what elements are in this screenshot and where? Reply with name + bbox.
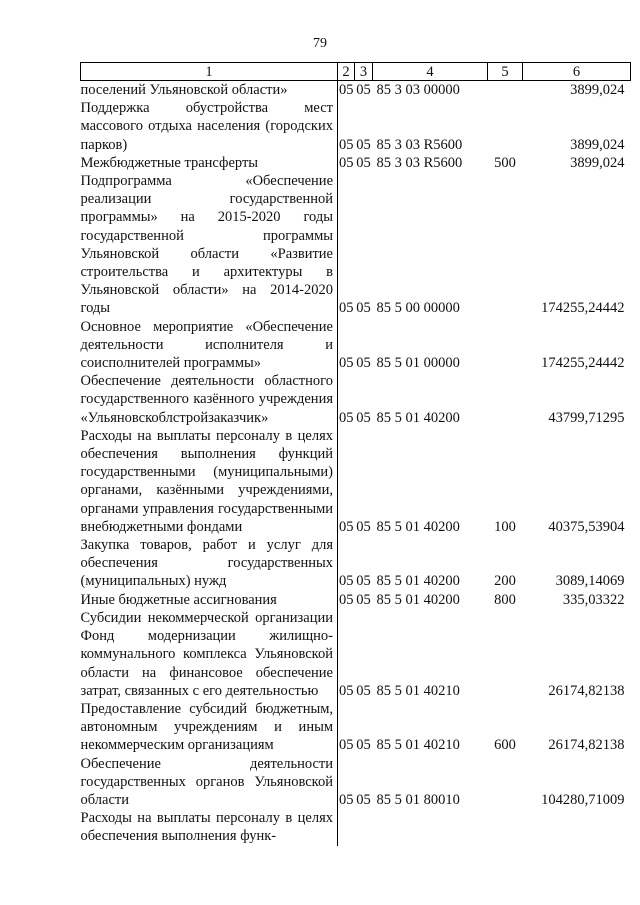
row-section: 05: [339, 591, 354, 608]
row-amount: 3089,14069: [555, 573, 625, 590]
row-target-code: 85 5 01 40200: [376, 409, 460, 426]
header-col-6: 6: [523, 63, 631, 81]
row-section: [338, 809, 355, 845]
row-name: Обеспечение деятельности государственных органов Ульяновской области: [81, 755, 338, 810]
row-amount: 43799,71295: [548, 409, 625, 426]
row-section: 05: [339, 154, 354, 171]
row-target-code: [373, 809, 488, 845]
table-row: [81, 755, 631, 810]
row-section: 05: [339, 300, 354, 317]
row-name: Основное мероприятие «Обеспечение деятельности исполнителя и соисполнителей программы»: [81, 318, 338, 373]
header-col-5: 5: [488, 63, 523, 81]
row-subsection: 05: [356, 682, 371, 699]
row-name: Обеспечение деятельности областного государственного казённого учреждения «Ульяновскоблстройзаказчик»: [81, 372, 338, 427]
row-expense-type: [488, 81, 523, 100]
row-section: 05: [339, 518, 354, 535]
row-target-code: 85 3 03 00000: [376, 82, 460, 98]
row-target-code: 85 5 01 80010: [376, 791, 460, 808]
row-amount: 104280,71009: [541, 791, 625, 808]
row-name: Межбюджетные трансферты: [81, 154, 338, 172]
row-expense-type: 100: [494, 518, 516, 535]
table-row: [81, 372, 631, 427]
table-row: [81, 427, 631, 536]
row-subsection: 05: [356, 518, 371, 535]
header-col-3: 3: [355, 63, 373, 81]
table-row: [81, 700, 631, 755]
row-amount: 174255,24442: [541, 300, 625, 317]
row-expense-type: [488, 755, 523, 810]
table-row: [81, 154, 631, 172]
row-target-code: 85 5 01 00000: [376, 355, 460, 372]
row-amount: 3899,024: [570, 82, 625, 98]
header-col-4: 4: [373, 63, 488, 81]
row-section: 05: [339, 573, 354, 590]
row-name: Закупка товаров, работ и услуг для обеспечения государственных (муниципальных) нужд: [81, 536, 338, 591]
row-subsection: 05: [356, 136, 371, 153]
row-section: 05: [339, 355, 354, 372]
row-target-code: 85 5 01 40200: [376, 591, 460, 608]
row-expense-type: [488, 318, 523, 373]
row-target-code: 85 3 03 R5600: [376, 136, 463, 153]
row-amount: 26174,82138: [548, 737, 625, 754]
table-header: [81, 63, 631, 81]
table-row: [81, 81, 631, 100]
row-target-code: 85 5 01 40200: [376, 573, 460, 590]
table-row: [81, 536, 631, 591]
row-amount: 3899,024: [570, 136, 625, 153]
row-subsection: 05: [356, 591, 371, 608]
row-name: Расходы на выплаты персоналу в целях обеспечения выполнения функций государственными (муниципальными) органами, казёнными учреждениями, органами управления государственными внебюджетными фондами: [81, 427, 338, 536]
row-section: 05: [339, 682, 354, 699]
row-subsection: 05: [356, 82, 371, 98]
row-subsection: 05: [356, 154, 371, 171]
row-expense-type: 200: [494, 573, 516, 590]
row-name: Предоставление субсидий бюджетным, автономным учреждениям и иным некоммерческим организациям: [81, 700, 338, 755]
row-expense-type: [488, 172, 523, 318]
row-name: Поддержка обустройства мест массового отдыха населения (городских парков): [81, 99, 338, 154]
row-amount: 3899,024: [570, 154, 625, 171]
row-subsection: 05: [356, 409, 371, 426]
row-name: Субсидии некоммерческой организации Фонд модернизации жилищно-коммунального комплекса Ульяновской области на финансовое обеспечение затрат, связанных с его деятельностью: [81, 609, 338, 700]
table-row: [81, 591, 631, 609]
row-target-code: 85 5 01 40210: [376, 682, 460, 699]
table-row: [81, 172, 631, 318]
row-name: Расходы на выплаты персоналу в целях обеспечения выполнения функ-: [81, 809, 338, 845]
row-subsection: 05: [356, 355, 371, 372]
row-subsection: 05: [356, 791, 371, 808]
row-expense-type: [488, 809, 523, 845]
table-row: [81, 99, 631, 154]
row-subsection: 05: [356, 737, 371, 754]
row-target-code: 85 5 01 40210: [376, 737, 460, 754]
row-section: 05: [339, 409, 354, 426]
row-expense-type: 500: [494, 154, 516, 171]
row-name: Подпрограмма «Обеспечение реализации государственной программы» на 2015-2020 годы государственной программы Ульяновской области «Развитие строительства и архитектуры в Ульяновской области» на 2014-2020 годы: [81, 172, 338, 318]
row-amount: 335,03322: [562, 591, 625, 608]
row-section: 05: [339, 82, 354, 98]
row-section: 05: [339, 136, 354, 153]
row-expense-type: [488, 99, 523, 154]
row-target-code: 85 5 00 00000: [376, 300, 460, 317]
header-col-2: 2: [338, 63, 355, 81]
row-amount: 40375,53904: [548, 518, 625, 535]
row-target-code: 85 3 03 R5600: [376, 154, 463, 171]
row-amount: 174255,24442: [541, 355, 625, 372]
row-amount: 26174,82138: [548, 682, 625, 699]
row-subsection: 05: [356, 573, 371, 590]
row-expense-type: [488, 372, 523, 427]
row-name: поселений Ульяновской области»: [81, 81, 338, 100]
row-target-code: 85 5 01 40200: [376, 518, 460, 535]
table-body: [81, 81, 631, 846]
row-section: 05: [339, 737, 354, 754]
row-expense-type: 600: [494, 737, 516, 754]
table-row: [81, 609, 631, 700]
header-col-1: 1: [81, 63, 338, 81]
row-expense-type: 800: [494, 591, 516, 608]
page-number: 79: [313, 36, 327, 51]
row-subsection: [355, 809, 373, 845]
row-name: Иные бюджетные ассигнования: [81, 591, 338, 609]
row-expense-type: [488, 609, 523, 700]
row-section: 05: [339, 791, 354, 808]
row-subsection: 05: [356, 300, 371, 317]
row-amount: [523, 809, 631, 845]
budget-table: [80, 62, 631, 846]
table-row: [81, 318, 631, 373]
table-row: [81, 809, 631, 845]
